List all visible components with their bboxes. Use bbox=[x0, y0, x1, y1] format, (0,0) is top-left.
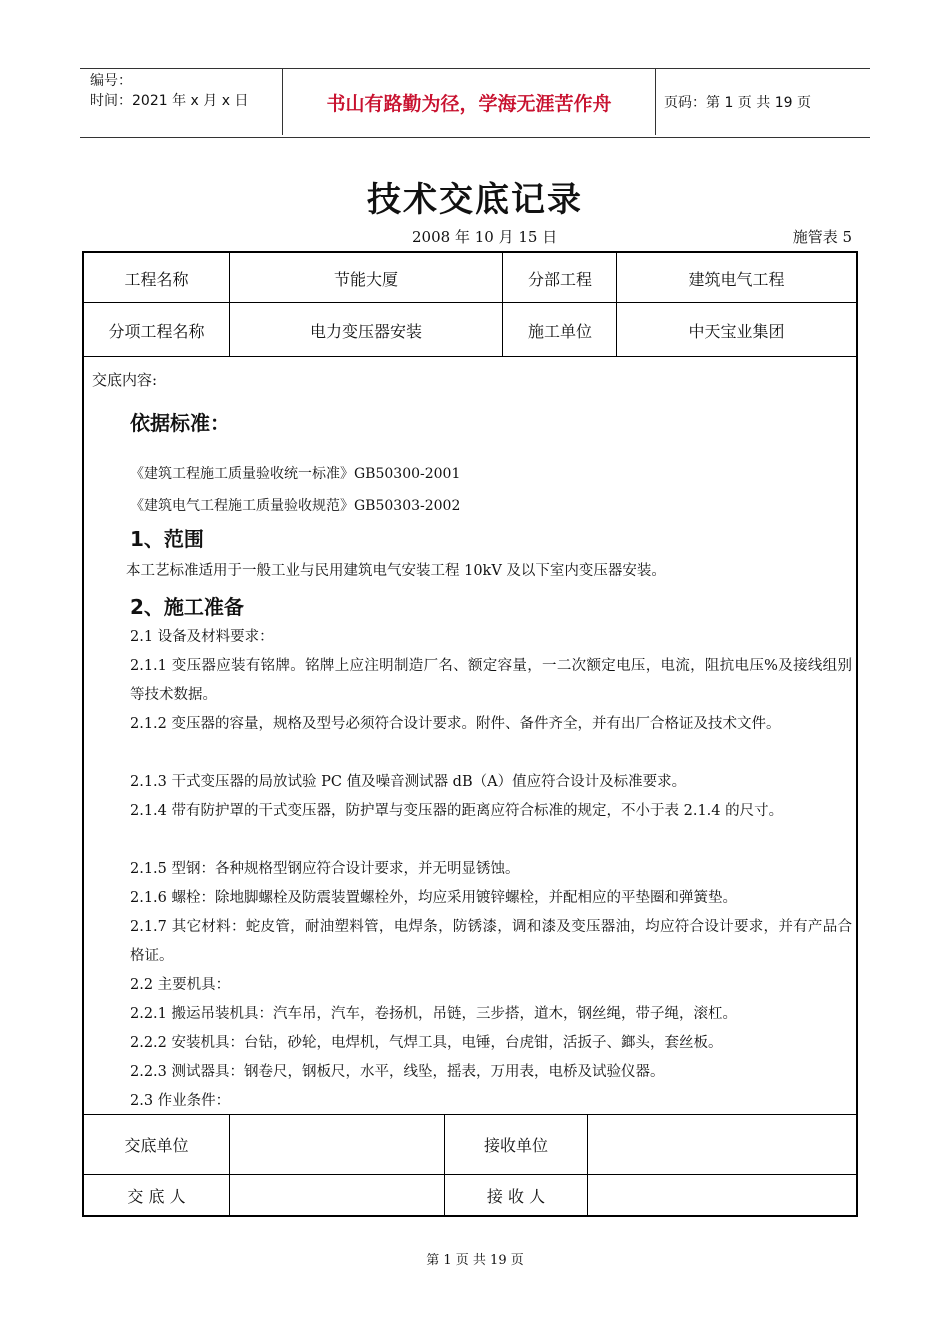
receiver-unit-field[interactable] bbox=[588, 1115, 856, 1174]
issuer-label: 交 底 人 bbox=[127, 1186, 186, 1206]
time-label: 时间：2021 年 x 月 x 日 bbox=[90, 93, 249, 109]
scope-text: 本工艺标准适用于一般工业与民用建筑电气安装工程 10kV 及以下室内变压器安装。 bbox=[126, 563, 666, 579]
project-name-value: 节能大厦 bbox=[333, 269, 398, 289]
form-number: 施管表 5 bbox=[792, 228, 852, 246]
record-date: 2008 年 10 月 15 日 bbox=[412, 228, 558, 246]
scope-heading: 1、范围 bbox=[130, 527, 204, 551]
divider bbox=[84, 302, 856, 303]
header-banner bbox=[80, 68, 870, 138]
divider bbox=[84, 356, 856, 357]
issuer-unit-label: 交底单位 bbox=[124, 1136, 189, 1155]
prep-heading: 2、施工准备 bbox=[130, 595, 244, 619]
paragraph-2-2-1: 2.2.1 搬运吊装机具：汽车吊，汽车，卷扬机，吊链，三步搭，道木，钢丝绳，带子绳，滚杠。 bbox=[130, 1006, 737, 1022]
page-footer: 第 1 页 共 19 页 bbox=[426, 1253, 524, 1268]
number-label: 编号： bbox=[90, 73, 132, 89]
divider bbox=[229, 253, 230, 357]
paragraph-2-1-4: 2.1.4 带有防护罩的干式变压器，防护罩与变压器的距离应符合标准的规定，不小于表 2.1.4 的尺寸。 bbox=[130, 803, 784, 819]
header-meta bbox=[90, 71, 280, 111]
paragraph-2-3: 2.3 作业条件： bbox=[130, 1093, 231, 1109]
division-label: 分部工程 bbox=[527, 269, 592, 289]
basis-heading: 依据标准： bbox=[130, 411, 230, 435]
receiver-field[interactable] bbox=[588, 1175, 856, 1215]
subitem-value: 电力变压器安装 bbox=[309, 321, 422, 341]
standard-2: 《建筑电气工程施工质量验收规范》GB50303-2002 bbox=[130, 498, 461, 514]
receiver-label: 接 收 人 bbox=[486, 1186, 546, 1206]
contractor-value: 中天宝业集团 bbox=[688, 321, 785, 341]
divider bbox=[616, 253, 617, 357]
paragraph-2-1-5: 2.1.5 型钢：各种规格型钢应符合设计要求，并无明显锈蚀。 bbox=[130, 861, 520, 877]
divider bbox=[502, 253, 503, 357]
subitem-label: 分项工程名称 bbox=[108, 321, 205, 341]
paragraph-2-1-3: 2.1.3 干式变压器的局放试验 PC 值及噪音测试器 dB（A）值应符合设计及标准要求。 bbox=[130, 774, 687, 790]
paragraph-2-2-2: 2.2.2 安装机具：台钻，砂轮，电焊机，气焊工具，电锤，台虎钳，活扳子、鎯头，套丝板。 bbox=[130, 1035, 723, 1051]
paragraph-2-1-6: 2.1.6 螺栓：除地脚螺栓及防震装置螺栓外，均应采用镀锌螺栓，并配相应的平垫圈和弹簧垫。 bbox=[130, 890, 737, 906]
record-table bbox=[82, 251, 858, 1217]
paragraph-2-2: 2.2 主要机具： bbox=[130, 977, 231, 993]
paragraph-2-2-3: 2.2.3 测试器具：钢卷尺，钢板尺，水平，线坠，摇表，万用表，电桥及试验仪器。 bbox=[130, 1064, 665, 1080]
contractor-label: 施工单位 bbox=[527, 321, 592, 341]
paragraph-2-1-1: 2.1.1 变压器应装有铭牌。铭牌上应注明制造厂名、额定容量，一二次额定电压，电流，阻抗电压%及接线组别等技术数据。 bbox=[130, 658, 852, 703]
division-value: 建筑电气工程 bbox=[688, 269, 785, 289]
paragraph-2-1: 2.1 设备及材料要求： bbox=[130, 629, 274, 645]
content-label: 交底内容: bbox=[92, 371, 158, 389]
issuer-unit-field[interactable] bbox=[230, 1115, 444, 1174]
page-code: 页码：第 1 页 共 19 页 bbox=[664, 95, 811, 111]
motto: 书山有路勤为径，学海无涯苦作舟 bbox=[282, 69, 656, 135]
receiver-unit-label: 接收单位 bbox=[483, 1136, 548, 1155]
paragraph-2-1-2: 2.1.2 变压器的容量，规格及型号必须符合设计要求。附件、备件齐全，并有出厂合格证及技术文件。 bbox=[130, 716, 781, 732]
standard-1: 《建筑工程施工质量验收统一标准》GB50300-2001 bbox=[130, 466, 461, 482]
page-title: 技术交底记录 bbox=[367, 180, 583, 220]
paragraph-2-1-7: 2.1.7 其它材料：蛇皮管，耐油塑料管，电焊条，防锈漆，调和漆及变压器油，均应符合设计要求，并有产品合格证。 bbox=[130, 919, 852, 964]
issuer-field[interactable] bbox=[230, 1175, 444, 1215]
project-name-label: 工程名称 bbox=[124, 269, 189, 289]
